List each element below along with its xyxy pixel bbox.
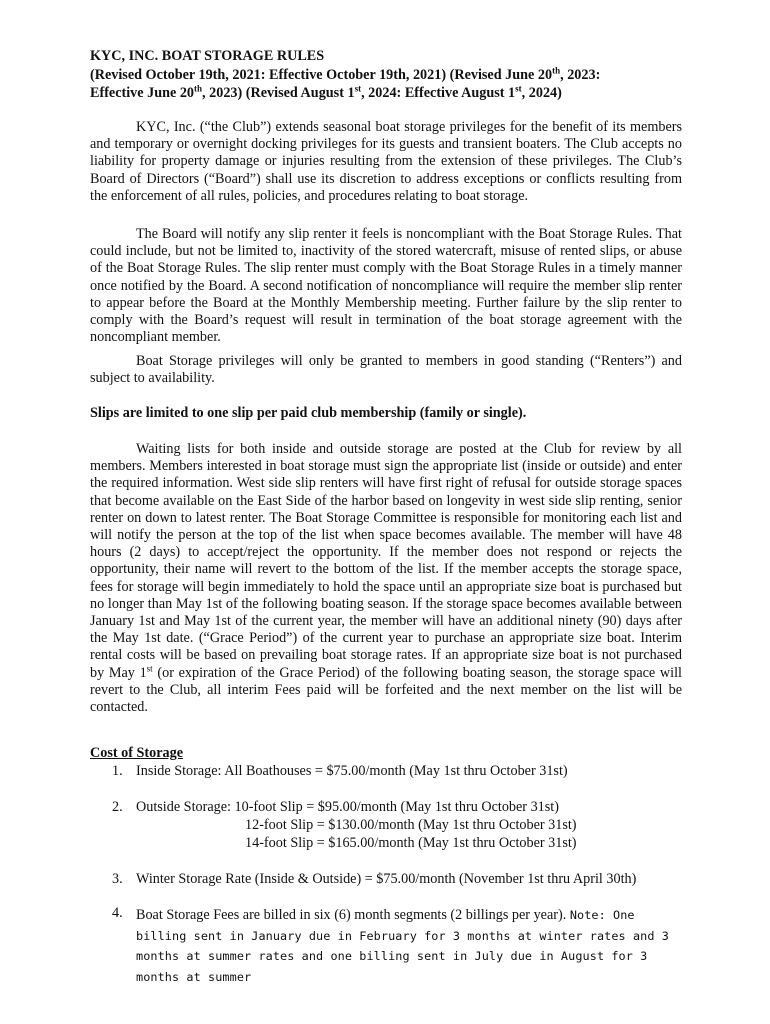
ordinal-suffix: st [354,83,362,94]
revision-line-2 [90,84,690,103]
waiting-list-paragraph [90,441,682,716]
revision-text: (Revised October 19th, 2021: Effective October 19th, 2021) (Revised June 20 [90,66,553,83]
cost-item-outside-storage [112,799,559,816]
cost-subline-12ft: 12-foot Slip = $130.00/month (May 1st thru October 31st) [245,817,577,833]
billing-typed-text: Boat Storage Fees are billed in six (6) month segments (2 billings per year). [136,907,570,923]
list-number: 2. [112,799,123,815]
cost-item-text: Winter Storage Rate (Inside & Outside) = $75.00/month (November 1st thru April 30th) [136,871,637,887]
ordinal-suffix: st [146,662,153,673]
title-text: KYC, INC. BOAT STORAGE RULES [90,48,325,64]
waiting-list-text: Waiting lists for both inside and outside storage are posted at the Club for review by all members. Members interested in boat storage must sign the appropriate list (inside or outside) and enter the required information. West side slip renters will have first right of refusal for outside storage spaces that become available on the East Side of the harbor based on longevity in west side slip renting, senior renter on down to latest renter. The Boat Storage Committee is responsible for monitoring each list and will notify the person at the top of the list when space becomes available. The member will have 48 hours (2 days) to accept/reject the opportunity. If the member does not respond or rejects the opportunity, their name will revert to the bottom of the list. If the member accepts the storage space, fees for storage will begin immediately to hold the space until an appropriate size boat is purchased but no longer than May 1st of the following boating season. If the storage space becomes available between January 1st and May 1st of the current year, the member will have an additional ninety (90) days after the May 1st date. (“Grace Period”) of the current year to purchase an appropriate size boat. Interim rental costs will be based on prevailing boat storage rates. If an appropriate size boat is not purchased by May 1 [90,441,682,681]
cost-item-inside-storage [112,763,568,780]
privileges-paragraph: Boat Storage privileges will only be granted to members in good standing (“Renters”) and subject to availability. [90,353,682,387]
revision-text: , 2024) [521,85,562,101]
intro-paragraph: KYC, Inc. (“the Club”) extends seasonal boat storage privileges for the benefit of its members and temporary or overnight docking privileges for its guests and transient boaters. The Club accepts no liability for property damage or injuries resulting from the extension of these privileges. The Club’s Board of Directors (“Board”) shall use its discretion to address exceptions or conflicts resulting from the enforcement of all rules, policies, and procedures relating to boat storage. [90,119,682,204]
revision-text: , 2023: [560,66,601,83]
ordinal-suffix: th [552,64,561,75]
list-number: 1. [112,763,123,779]
revision-text: , 2024: Effective August 1 [361,85,516,101]
billing-text [136,905,686,987]
document-title [90,47,690,66]
revision-text: , 2023) (Revised August 1 [202,85,355,101]
handwritten-note: Note: One billing sent in January due in February for 3 months at winter rates and 3 months at summer rates and one billing sent in July due in August for 3 months at summer [136,908,669,984]
list-number: 4. [112,905,123,921]
cost-subline-14ft: 14-foot Slip = $165.00/month (May 1st thru October 31st) [245,835,577,851]
ordinal-suffix: th [194,83,203,94]
revision-line-1 [90,66,690,85]
slip-limit-statement: Slips are limited to one slip per paid club membership (family or single). [90,405,527,421]
board-paragraph: The Board will notify any slip renter it feels is noncompliant with the Boat Storage Rules. That could include, but not be limited to, inactivity of the stored watercraft, misuse of rented slips, or abuse of the Boat Storage Rules. The slip renter must comply with the Boat Storage Rules in a timely manner once notified by the Board. A second notification of noncompliance will require the member slip renter to appear before the Board at the Monthly Membership meeting. Further failure by the slip renter to comply with the Board’s request will result in termination of the boat storage agreement with the noncompliant member. [90,226,682,346]
waiting-list-text: (or expiration of the Grace Period) of the following boating season, the storage space will revert to the Club, all interim Fees paid will be forfeited and the next member on the list will be contacted. [90,664,682,716]
cost-of-storage-heading: Cost of Storage [90,745,183,761]
list-number: 3. [112,871,123,887]
cost-item-winter-storage [112,871,636,888]
revision-text: Effective June 20 [90,85,195,101]
cost-item-text: Inside Storage: All Boathouses = $75.00/month (May 1st thru October 31st) [136,763,568,779]
cost-item-text: Outside Storage: 10-foot Slip = $95.00/month (May 1st thru October 31st) [136,799,559,815]
document-header [90,47,690,103]
ordinal-suffix: st [515,83,522,94]
